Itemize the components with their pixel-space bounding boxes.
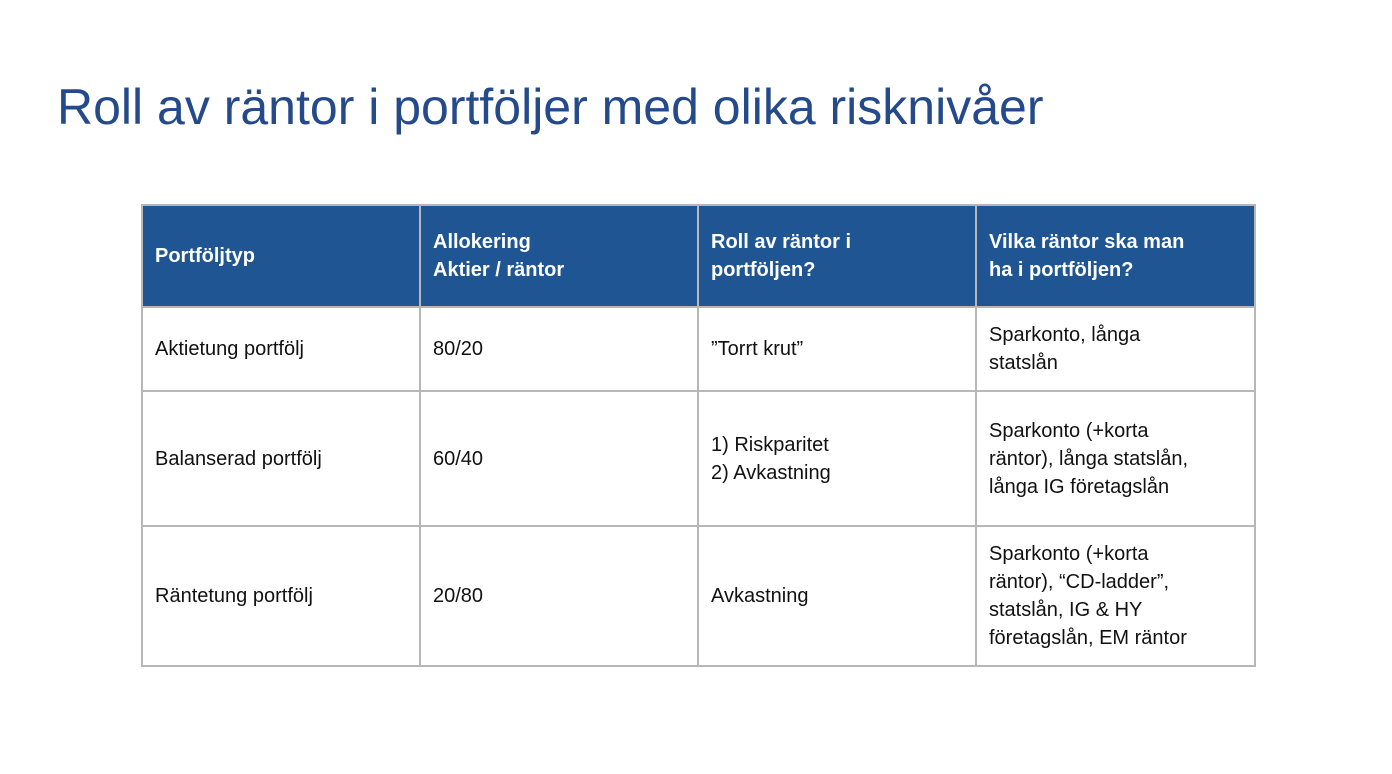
cell-role: ”Torrt krut” [698, 307, 976, 391]
table-row [142, 526, 1255, 666]
cell-allocation: 60/40 [420, 391, 698, 526]
cell-portfolio-type: Aktietung portfölj [142, 307, 420, 391]
portfolio-table [141, 204, 1256, 667]
slide-title: Roll av räntor i portföljer med olika risknivåer [57, 79, 1044, 135]
cell-role: 1) Riskparitet 2) Avkastning [698, 391, 976, 526]
table-row [142, 307, 1255, 391]
cell-which-rates: Sparkonto (+korta räntor), långa statslån, långa IG företagslån [976, 391, 1255, 526]
cell-allocation: 20/80 [420, 526, 698, 666]
table-row [142, 391, 1255, 526]
header-allocation: Allokering Aktier / räntor [420, 205, 698, 307]
cell-portfolio-type: Balanserad portfölj [142, 391, 420, 526]
cell-role: Avkastning [698, 526, 976, 666]
cell-which-rates: Sparkonto, långa statslån [976, 307, 1255, 391]
cell-allocation: 80/20 [420, 307, 698, 391]
cell-which-rates: Sparkonto (+korta räntor), “CD-ladder”, statslån, IG & HY företagslån, EM räntor [976, 526, 1255, 666]
header-portfolio-type: Portföljtyp [142, 205, 420, 307]
header-role: Roll av räntor i portföljen? [698, 205, 976, 307]
header-which-rates: Vilka räntor ska man ha i portföljen? [976, 205, 1255, 307]
table-header-row [142, 205, 1255, 307]
cell-portfolio-type: Räntetung portfölj [142, 526, 420, 666]
